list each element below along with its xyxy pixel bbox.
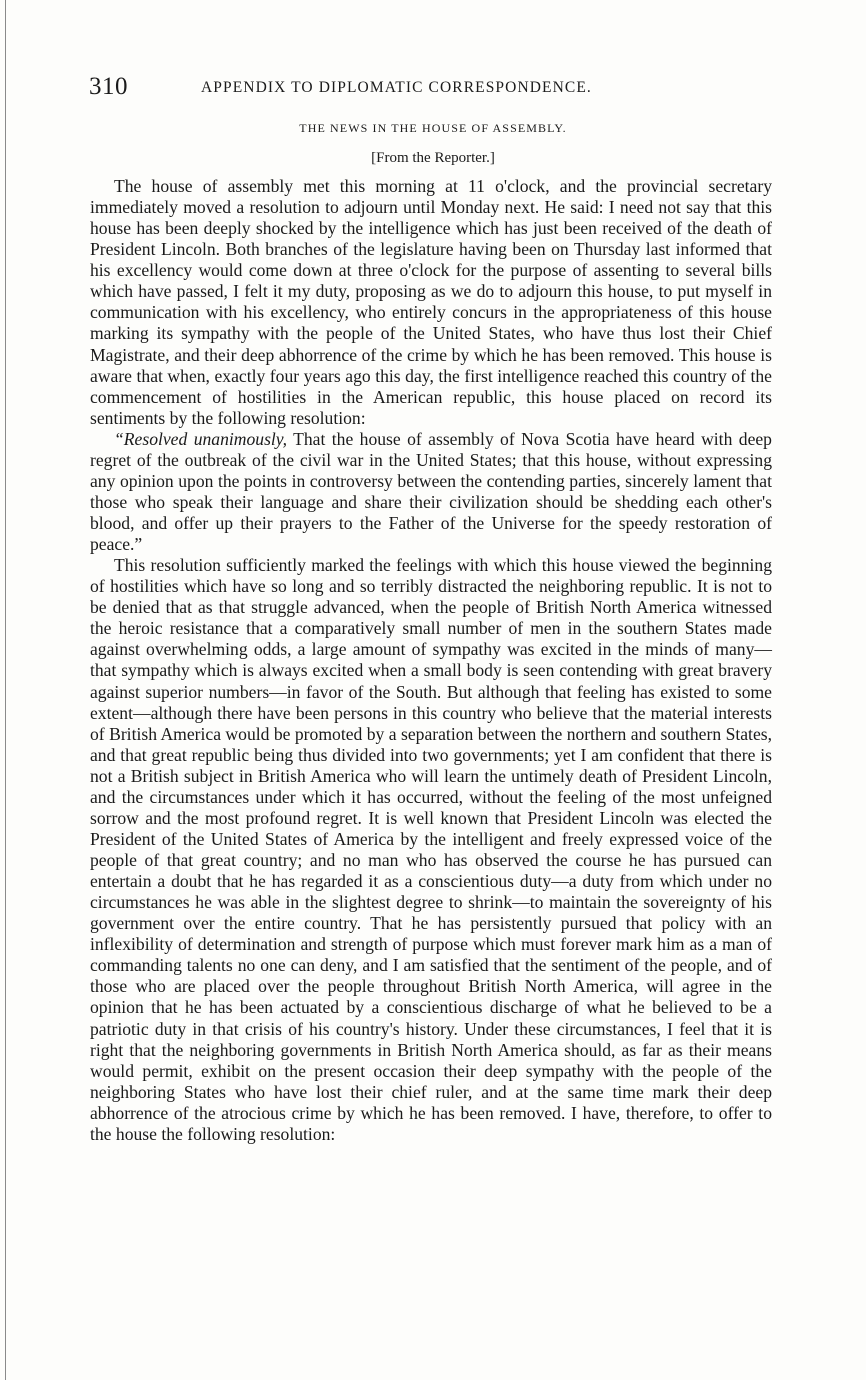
body-paragraph: The house of assembly met this morning at 11 o'clock, and the provincial secretary immediately moved a resolution to adjourn until Monday next. He said: I need not say that this house has been deeply shocked by the intelligence which has just been received of the death of President Lincoln. Both branches of the legislature having been on Thursday last informed that his excellency would come down at three o'clock for the purpose of assenting to several bills which have passed, I felt it my duty, proposing as we do to adjourn this house, to put myself in communication with his excellency, who entirely concurs in the appropriateness of this house marking its sympathy with the people of the United States, who have thus lost their Chief Magistrate, and their deep abhorrence of the crime by which he has been removed. This house is aware that when, exactly four years ago this day, the first intelligence reached this country of the commencement of hostilities in the American republic, this house placed on record its sentiments by the following resolution: (90, 176, 772, 428)
page-edge-rule (5, 0, 6, 1380)
article-title: THE NEWS IN THE HOUSE OF ASSEMBLY. (299, 121, 567, 135)
resolution-text: That the house of assembly of Nova Scotia have heard with deep regret of the outbreak of the civil war in the United States; that this house, without expressing any opinion upon the points in controversy between the contending parties, sincerely lament that those who speak their language and share their civilization should be shedding each other's blood, and offer up their prayers to the Father of the Universe for the speedy restoration of peace.” (90, 428, 772, 555)
running-title: APPENDIX TO DIPLOMATIC CORRESPONDENCE. (201, 79, 592, 96)
source-attribution: [From the Reporter.] (371, 150, 495, 166)
page-number: 310 (89, 73, 128, 100)
resolution-quote (90, 429, 772, 555)
article-body (90, 176, 772, 1145)
resolution-lead: “Resolved unanimously, (114, 428, 288, 449)
page-header (89, 72, 789, 102)
body-paragraph: This resolution sufficiently marked the feelings with which this house viewed the beginning of hostilities which have so long and so terribly distracted the neighboring republic. It is not to be denied that as that struggle advanced, when the people of British North America witnessed the heroic resistance that a comparatively small number of men in the southern States made against overwhelming odds, a large amount of sympathy was excited in the minds of many—that sympathy which is always excited when a small body is seen contending with great bravery against superior numbers—in favor of the South. But although that feeling has existed to some extent—although there have been persons in this country who believe that the material interests of British America would be promoted by a separation between the northern and southern States, and that great republic being thus divided into two governments; yet I am confident that there is not a British subject in British America who will learn the untimely death of President Lincoln, and the circumstances under which it has occurred, without the feeling of the most unfeigned sorrow and the most profound regret. It is well known that President Lincoln was elected the President of the United States of America by the intelligent and freely expressed voice of the people of that great country; and no man who has observed the course he has pursued can entertain a doubt that he has regarded it as a conscientious duty—a duty from which under no circumstances he was able in the slightest degree to shrink—to maintain the sovereignty of his government over the entire country. That he has persistently pursued that policy with an inflexibility of determination and strength of purpose which must forever mark him as a man of commanding talents no one can deny, and I am satisfied that the sentiment of the people, and of those who are placed over the people throughout British North America, will agree in the opinion that he has been actuated by a conscientious discharge of what he believed to be a patriotic duty in that crisis of his country's history. Under these circumstances, I feel that it is right that the neighboring governments in British North America should, as far as their means would permit, exhibit on the present occasion their deep sympathy with the people of the neighboring States who have lost their chief ruler, and at the same time mark their deep abhorrence of the atrocious crime by which he has been removed. I have, therefore, to offer to the house the following resolution: (90, 555, 772, 1144)
